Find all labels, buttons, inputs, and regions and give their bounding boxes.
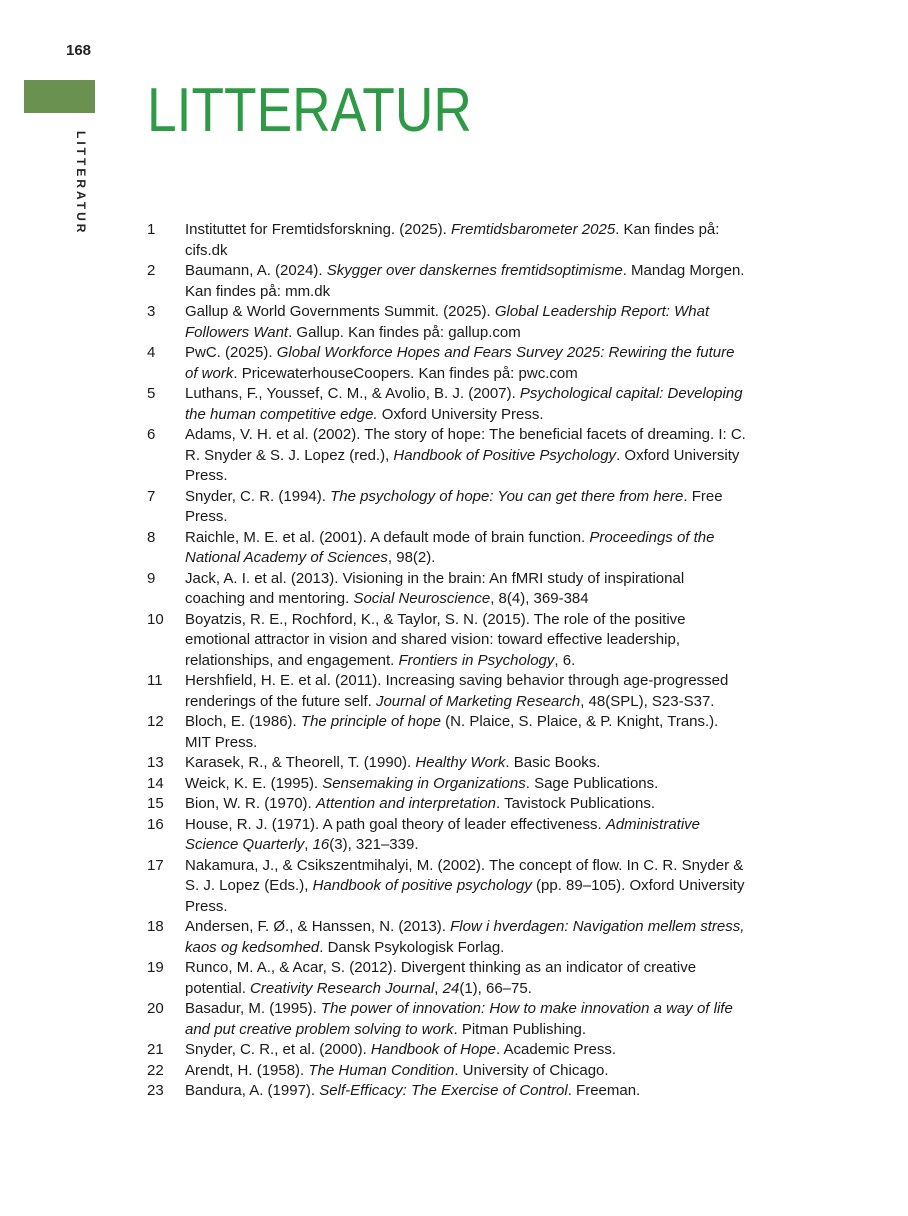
reference-italic-segment: Fremtidsbarometer 2025 xyxy=(450,221,616,238)
reference-item xyxy=(147,958,747,999)
reference-segment: . Basic Books. xyxy=(505,754,601,771)
reference-number: 19 xyxy=(147,959,164,976)
reference-text xyxy=(185,794,747,815)
reference-italic-segment: The power of innovation: How to make innovation a way of life and put creative problem solving to work xyxy=(185,1000,733,1038)
reference-number: 15 xyxy=(147,795,164,812)
reference-italic-segment: Handbook of Positive Psychology xyxy=(393,446,617,464)
reference-number: 10 xyxy=(147,610,164,628)
reference-text xyxy=(185,774,747,795)
reference-italic-segment: Administrative Science Quarterly xyxy=(185,815,701,853)
reference-number: 18 xyxy=(147,918,164,935)
reference-text xyxy=(185,384,747,425)
reference-italic-segment: Psychological capital: Developing the human competitive edge. xyxy=(185,385,743,423)
reference-text xyxy=(185,917,747,958)
page-number: 168 xyxy=(66,42,92,59)
section-color-block xyxy=(24,80,95,113)
reference-italic-segment: Self-Efficacy: The Exercise of Control xyxy=(319,1082,568,1099)
reference-item xyxy=(147,220,747,261)
running-section-label: LITTERATUR xyxy=(74,131,88,236)
reference-segment: Boyatzis, R. E., Rochford, K., & Taylor, S. N. (2015). The role of the positive emotional attractor in vision and shared vision: toward effective leadership, relationships, and engagement. xyxy=(185,610,686,669)
page-title: LITTERATUR xyxy=(147,76,472,145)
reference-text xyxy=(185,958,747,999)
reference-text xyxy=(185,343,747,384)
reference-segment: . University of Chicago. xyxy=(454,1061,609,1079)
reference-number: 5 xyxy=(147,385,156,402)
reference-italic-segment: Frontiers in Psychology xyxy=(398,651,555,669)
reference-italic-segment: The psychology of hope: You can get there from here xyxy=(330,487,684,505)
reference-text xyxy=(185,569,747,610)
reference-text xyxy=(185,528,747,569)
reference-item xyxy=(147,753,747,774)
reference-segment: , 48(SPL), S23-S37. xyxy=(580,692,715,710)
reference-segment: Karasek, R., & Theorell, T. (1990). xyxy=(185,754,416,771)
reference-item xyxy=(147,425,747,487)
reference-number: 3 xyxy=(147,303,156,320)
reference-segment: Bion, W. R. (1970). xyxy=(185,795,316,812)
reference-text xyxy=(185,425,747,487)
reference-segment: Gallup & World Governments Summit. (2025). xyxy=(185,303,495,320)
reference-number: 22 xyxy=(147,1061,164,1079)
reference-text xyxy=(185,220,747,261)
reference-number: 13 xyxy=(147,754,164,771)
reference-segment: Oxford University Press. xyxy=(377,405,544,423)
reference-segment: Raichle, M. E. et al. (2001). A default mode of brain function. xyxy=(185,528,590,546)
reference-italic-segment: Attention and interpretation xyxy=(315,795,497,812)
reference-number: 12 xyxy=(147,713,164,730)
reference-item xyxy=(147,569,747,610)
reference-italic-segment: The principle of hope xyxy=(300,713,441,730)
reference-number: 8 xyxy=(147,528,156,546)
reference-item xyxy=(147,1081,747,1102)
reference-segment: Basadur, M. (1995). xyxy=(185,1000,321,1017)
reference-segment: Nakamura, J., & Csikszentmihalyi, M. (2002). The concept of flow. In C. R. Snyder & S. J. Lopez (Eds.), xyxy=(185,856,744,894)
reference-segment: Weick, K. E. (1995). xyxy=(185,774,323,792)
reference-segment: (3), 321–339. xyxy=(329,836,419,853)
reference-segment: . Free Press. xyxy=(185,487,723,525)
reference-segment: . Dansk Psykologisk Forlag. xyxy=(319,938,505,956)
reference-item xyxy=(147,487,747,528)
reference-segment: . Academic Press. xyxy=(496,1041,617,1058)
reference-segment: . Pitman Publishing. xyxy=(453,1020,587,1038)
reference-italic-segment: The Human Condition xyxy=(308,1061,455,1079)
reference-text xyxy=(185,815,747,856)
reference-segment: Adams, V. H. et al. (2002). The story of hope: The beneficial facets of dreaming. I: C. R. Snyder & S. J. Lopez (red.), xyxy=(185,426,746,464)
reference-text xyxy=(185,487,747,528)
reference-text xyxy=(185,856,747,918)
reference-italic-segment: Skygger over danskernes fremtidsoptimisme xyxy=(326,262,623,279)
reference-segment: Instituttet for Fremtidsforskning. (2025). xyxy=(185,221,451,238)
reference-item xyxy=(147,610,747,672)
reference-segment: (pp. 89–105). Oxford University Press. xyxy=(185,877,745,915)
reference-text xyxy=(185,1081,747,1102)
reference-list xyxy=(147,220,747,1102)
reference-number: 17 xyxy=(147,856,164,874)
reference-italic-segment: Social Neuroscience xyxy=(353,590,491,607)
reference-segment: . Kan findes på: cifs.dk xyxy=(185,221,720,259)
reference-item xyxy=(147,815,747,856)
reference-segment: , 6. xyxy=(554,651,576,669)
reference-item xyxy=(147,1061,747,1082)
reference-segment: Baumann, A. (2024). xyxy=(185,262,327,279)
reference-italic-segment: Creativity Research Journal xyxy=(250,979,435,997)
reference-segment: Bandura, A. (1997). xyxy=(185,1082,320,1099)
reference-italic-segment: Handbook of Hope xyxy=(370,1041,497,1058)
reference-segment: (N. Plaice, S. Plaice, & P. Knight, Trans.). MIT Press. xyxy=(185,713,719,751)
reference-italic-segment: 16 xyxy=(312,836,330,853)
reference-item xyxy=(147,794,747,815)
reference-text xyxy=(185,999,747,1040)
reference-segment: PwC. (2025). xyxy=(185,344,277,361)
reference-italic-segment: 24 xyxy=(442,979,460,997)
reference-segment: Andersen, F. Ø., & Hanssen, N. (2013). xyxy=(185,918,451,935)
reference-item xyxy=(147,261,747,302)
reference-number: 16 xyxy=(147,815,164,833)
reference-text xyxy=(185,1040,747,1061)
reference-item xyxy=(147,712,747,753)
reference-segment: , xyxy=(434,979,443,997)
reference-item xyxy=(147,528,747,569)
reference-segment: . Tavistock Publications. xyxy=(496,795,655,812)
reference-item xyxy=(147,671,747,712)
reference-segment: Snyder, C. R. (1994). xyxy=(185,487,331,505)
reference-segment: Hershfield, H. E. et al. (2011). Increasing saving behavior through age-progressed renderings of the future self. xyxy=(185,672,729,710)
reference-text xyxy=(185,610,747,672)
reference-italic-segment: Flow i hverdagen: Navigation mellem stress, kaos og kedsomhed xyxy=(185,918,745,956)
reference-segment: Arendt, H. (1958). xyxy=(185,1061,309,1079)
reference-italic-segment: Journal of Marketing Research xyxy=(375,692,581,710)
reference-segment: , xyxy=(304,836,313,853)
reference-number: 9 xyxy=(147,569,156,587)
reference-text xyxy=(185,753,747,774)
reference-italic-segment: Handbook of positive psychology xyxy=(312,877,532,894)
reference-text xyxy=(185,261,747,302)
reference-item xyxy=(147,384,747,425)
reference-segment: , 8(4), 369-384 xyxy=(490,590,589,607)
reference-text xyxy=(185,302,747,343)
reference-segment: Bloch, E. (1986). xyxy=(185,713,301,730)
reference-segment: (1), 66–75. xyxy=(459,979,532,997)
reference-item xyxy=(147,917,747,958)
reference-text xyxy=(185,712,747,753)
reference-item xyxy=(147,343,747,384)
reference-segment: Jack, A. I. et al. (2013). Visioning in the brain: An fMRI study of inspirational coaching and mentoring. xyxy=(185,569,685,607)
reference-segment: . Oxford University Press. xyxy=(185,446,740,484)
reference-number: 1 xyxy=(147,221,156,238)
reference-number: 21 xyxy=(147,1041,164,1058)
reference-segment: . Mandag Morgen. Kan findes på: mm.dk xyxy=(185,262,745,300)
reference-italic-segment: Global Leadership Report: What Followers Want xyxy=(185,303,710,341)
reference-number: 14 xyxy=(147,774,164,792)
reference-italic-segment: Global Workforce Hopes and Fears Survey 2025: Rewiring the future of work xyxy=(185,344,735,382)
reference-segment: Snyder, C. R., et al. (2000). xyxy=(185,1041,371,1058)
reference-number: 7 xyxy=(147,487,156,505)
reference-segment: House, R. J. (1971). A path goal theory of leader effectiveness. xyxy=(185,815,606,833)
reference-number: 6 xyxy=(147,426,156,443)
reference-item xyxy=(147,856,747,918)
reference-segment: . Freeman. xyxy=(567,1082,641,1099)
reference-number: 11 xyxy=(147,672,163,689)
reference-segment: . Gallup. Kan findes på: gallup.com xyxy=(288,323,521,341)
reference-number: 20 xyxy=(147,1000,164,1017)
reference-number: 23 xyxy=(147,1082,164,1099)
reference-italic-segment: Healthy Work xyxy=(415,754,506,771)
reference-item xyxy=(147,999,747,1040)
reference-text xyxy=(185,1061,747,1082)
reference-number: 4 xyxy=(147,344,156,361)
reference-segment: . Sage Publications. xyxy=(525,774,659,792)
reference-segment: , 98(2). xyxy=(387,549,436,566)
reference-italic-segment: Proceedings of the National Academy of Sciences xyxy=(185,528,715,566)
reference-item xyxy=(147,774,747,795)
reference-text xyxy=(185,671,747,712)
reference-item xyxy=(147,302,747,343)
reference-item xyxy=(147,1040,747,1061)
reference-segment: . PricewaterhouseCoopers. Kan findes på: pwc.com xyxy=(233,364,578,382)
reference-segment: Luthans, F., Youssef, C. M., & Avolio, B. J. (2007). xyxy=(185,385,520,402)
reference-italic-segment: Sensemaking in Organizations xyxy=(322,774,526,792)
reference-number: 2 xyxy=(147,262,156,279)
reference-segment: Runco, M. A., & Acar, S. (2012). Divergent thinking as an indicator of creative potential. xyxy=(185,959,697,997)
